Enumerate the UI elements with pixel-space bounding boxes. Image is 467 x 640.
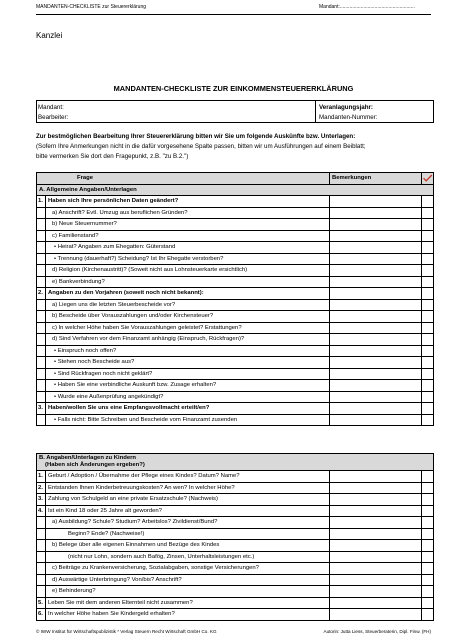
row-question: Geburt / Adoption / Übernahme der Pflege eines Kindes? Datum? Name?	[46, 471, 330, 483]
remarks-cell[interactable]	[330, 207, 422, 219]
row-number	[37, 414, 46, 426]
frage-header: Frage	[37, 173, 330, 185]
checklist-row	[37, 380, 434, 392]
checklist-table-b	[36, 453, 434, 621]
mandant-label: Mandant:	[38, 104, 64, 111]
row-number	[37, 311, 46, 323]
row-number	[37, 586, 46, 598]
remarks-cell[interactable]	[330, 230, 422, 242]
row-question: • Einspruch noch offen?	[46, 345, 330, 357]
remarks-cell[interactable]	[330, 380, 422, 392]
checklist-row	[37, 586, 434, 598]
row-number	[37, 563, 46, 575]
row-number	[37, 253, 46, 265]
section-b-title-line1: B. Angaben/Unterlagen zu Kindern	[39, 455, 136, 461]
row-question: d) Auswärtige Unterbringung? Von/bis? Anschrift?	[46, 574, 330, 586]
row-question: d) Sind Verfahren vor dem Finanzamt anhängig (Einspruch, Rückfragen)?	[46, 334, 330, 346]
intro-note-line1: (Sofern Ihre Anmerkungen nicht in die dafür vorgesehene Spalte passen, bitten wir um Ausführungen auf einem Beiblatt;	[36, 143, 366, 150]
row-question: Angaben zu den Vorjahren (soweit noch nicht bekannt):	[46, 288, 330, 300]
row-question: Entstanden Ihnen Kinderbetreuungskosten? An wen? In welcher Höhe?	[46, 482, 330, 494]
checklist-row	[37, 414, 434, 426]
bemerkungen-header: Bemerkungen	[330, 173, 422, 185]
check-cell[interactable]	[421, 528, 433, 540]
row-question: Leben Sie mit dem anderen Elternteil nicht zusammen?	[46, 597, 330, 609]
checklist-row	[37, 494, 434, 506]
check-cell[interactable]	[422, 299, 434, 311]
row-question: • Heirat? Angaben zum Ehegatten: Güterstand	[46, 242, 330, 254]
row-question: In welcher Höhe haben Sie Kindergeld erhalten?	[46, 609, 330, 621]
row-number: 4.	[37, 505, 46, 517]
row-number	[37, 574, 46, 586]
check-cell[interactable]	[421, 609, 433, 621]
row-number	[37, 265, 46, 277]
checklist-row	[37, 207, 434, 219]
remarks-cell[interactable]	[329, 494, 421, 506]
check-cell[interactable]	[422, 207, 434, 219]
checklist-row	[37, 196, 434, 208]
remarks-cell[interactable]	[329, 597, 421, 609]
checklist-row	[37, 551, 434, 563]
veranlagungsjahr-label: Veranlagungsjahr:	[319, 104, 373, 111]
check-cell[interactable]	[422, 322, 434, 334]
check-cell[interactable]	[421, 471, 433, 483]
checklist-row	[37, 230, 434, 242]
check-cell[interactable]	[422, 368, 434, 380]
row-question: d) Religion (Kirchenaustritt)? (Soweit nicht aus Lohnsteuerkarte ersichtlich)	[46, 265, 330, 277]
row-number	[37, 276, 46, 288]
check-cell[interactable]	[421, 494, 433, 506]
row-number	[37, 322, 46, 334]
table-header-row	[37, 173, 434, 185]
remarks-cell[interactable]	[330, 299, 422, 311]
remarks-cell[interactable]	[330, 311, 422, 323]
checklist-row	[37, 334, 434, 346]
row-question: Zahlung von Schulgeld an eine private Ersatzschule? (Nachweis)	[46, 494, 330, 506]
section-b-row	[37, 454, 434, 471]
check-cell[interactable]	[422, 391, 434, 403]
remarks-cell[interactable]	[330, 391, 422, 403]
header-rule	[36, 14, 431, 15]
remarks-cell[interactable]	[330, 414, 422, 426]
row-number: 3.	[37, 494, 46, 506]
row-number	[37, 540, 46, 552]
row-number	[37, 391, 46, 403]
checklist-row	[37, 574, 434, 586]
row-question: Beginn? Ende? (Nachweise!)	[46, 528, 330, 540]
kanzlei-label: Kanzlei	[36, 31, 63, 40]
row-number	[37, 242, 46, 254]
row-question: • Wurde eine Außenprüfung angekündigt?	[46, 391, 330, 403]
check-cell[interactable]	[421, 505, 433, 517]
row-question: a) Anschrift? Evtl. Umzug aus beruflichen Gründen?	[46, 207, 330, 219]
checklist-row	[37, 517, 434, 529]
remarks-cell[interactable]	[329, 609, 421, 621]
checklist-row	[37, 299, 434, 311]
row-number: 5.	[37, 597, 46, 609]
checkmark-header	[422, 173, 434, 185]
checklist-row	[37, 471, 434, 483]
remarks-cell[interactable]	[330, 403, 422, 415]
row-number: 1.	[37, 196, 46, 208]
remarks-cell[interactable]	[329, 505, 421, 517]
checklist-row	[37, 609, 434, 621]
remarks-cell[interactable]	[330, 334, 422, 346]
intro-heading: Zur bestmöglichen Bearbeitung Ihrer Steuererklärung bitten wir Sie um folgende Auskünfte bzw. Unterlagen:	[36, 133, 356, 140]
section-a-row	[37, 184, 434, 196]
remarks-cell[interactable]	[330, 357, 422, 369]
row-number: 2.	[37, 482, 46, 494]
check-cell[interactable]	[421, 517, 433, 529]
row-number	[37, 528, 46, 540]
page-title: MANDANTEN-CHECKLISTE ZUR EINKOMMENSTEUERERKLÄRUNG	[113, 84, 354, 93]
checklist-row	[37, 505, 434, 517]
mandant-box-divider	[315, 100, 316, 122]
check-cell[interactable]	[422, 265, 434, 277]
row-question: b) Belege über alle eigenen Einnahmen und Bezüge des Kindes	[46, 540, 330, 552]
row-number	[37, 345, 46, 357]
checklist-row	[37, 219, 434, 231]
remarks-cell[interactable]	[330, 368, 422, 380]
mandanten-nummer-label: Mandanten-Nummer:	[319, 114, 378, 121]
row-question: (nicht nur Lohn, sondern auch Bafög, Zinsen, Unterhaltsleistungen etc.)	[46, 551, 330, 563]
checklist-row	[37, 322, 434, 334]
row-number	[37, 299, 46, 311]
intro-note-line2: bitte vermerken Sie dort den Fragepunkt, z.B. "zu B.2.")	[36, 153, 189, 160]
row-question: Haben sich Ihre persönlichen Daten geändert?	[46, 196, 330, 208]
remarks-cell[interactable]	[330, 253, 422, 265]
check-cell[interactable]	[422, 242, 434, 254]
remarks-cell[interactable]	[329, 551, 421, 563]
checklist-row	[37, 253, 434, 265]
check-cell[interactable]	[421, 540, 433, 552]
header-title: MANDANTEN-CHECKLISTE zur Steuererklärung	[36, 4, 147, 10]
checklist-row	[37, 265, 434, 277]
checklist-row	[37, 311, 434, 323]
check-cell[interactable]	[422, 276, 434, 288]
checklist-row	[37, 403, 434, 415]
row-number	[37, 219, 46, 231]
checklist-row	[37, 563, 434, 575]
checklist-row	[37, 391, 434, 403]
check-cell[interactable]	[422, 403, 434, 415]
row-question: b) Neue Steuernummer?	[46, 219, 330, 231]
remarks-cell[interactable]	[330, 265, 422, 277]
checklist-row	[37, 242, 434, 254]
row-question: a) Ausbildung? Schule? Studium? Arbeitslos? Zivildienst/Bund?	[46, 517, 330, 529]
row-question: • Trennung (dauerhaft?) Scheidung? Ist Ihr Ehegatte verstorben?	[46, 253, 330, 265]
remarks-cell[interactable]	[330, 219, 422, 231]
check-cell[interactable]	[421, 551, 433, 563]
remarks-cell[interactable]	[329, 517, 421, 529]
checklist-row	[37, 288, 434, 300]
row-number	[37, 517, 46, 529]
row-number: 1.	[37, 471, 46, 483]
footer-publisher: © IWW Institut für Wirtschaftspublizistik * Verlag Steuern Recht Wirtschaft GmbH Co. KG	[36, 629, 217, 634]
row-number: 2.	[37, 288, 46, 300]
check-cell[interactable]	[422, 288, 434, 300]
row-question: • Sind Rückfragen noch nicht geklärt?	[46, 368, 330, 380]
remarks-cell[interactable]	[329, 574, 421, 586]
remarks-cell[interactable]	[329, 471, 421, 483]
checklist-row	[37, 276, 434, 288]
check-cell[interactable]	[422, 357, 434, 369]
row-question: c) In welcher Höhe haben Sie Vorauszahlungen geleistet? Erstattungen?	[46, 322, 330, 334]
remarks-cell[interactable]	[330, 196, 422, 208]
remarks-cell[interactable]	[329, 540, 421, 552]
row-number	[37, 551, 46, 563]
footer-author: Autorin: Jutta Liess, Steuerberaterin, Dipl. Finw. (FH)	[323, 629, 431, 634]
check-cell[interactable]	[422, 334, 434, 346]
remarks-cell[interactable]	[329, 528, 421, 540]
remarks-cell[interactable]	[330, 276, 422, 288]
checklist-row	[37, 345, 434, 357]
row-number	[37, 207, 46, 219]
row-number	[37, 230, 46, 242]
row-question: a) Liegen uns die letzten Steuerbescheide vor?	[46, 299, 330, 311]
bearbeiter-label: Bearbeiter:	[38, 114, 69, 121]
checklist-row	[37, 482, 434, 494]
row-number: 6.	[37, 609, 46, 621]
row-question: Ist ein Kind 18 oder 25 Jahre alt geworden?	[46, 505, 330, 517]
checklist-row	[37, 368, 434, 380]
row-question: e) Bankverbindung?	[46, 276, 330, 288]
checklist-row	[37, 357, 434, 369]
section-b-title	[37, 454, 434, 471]
section-a-title: A. Allgemeine Angaben/Unterlagen	[37, 184, 434, 196]
remarks-cell[interactable]	[329, 563, 421, 575]
remarks-cell[interactable]	[330, 288, 422, 300]
checklist-row	[37, 597, 434, 609]
row-question: • Falls nicht: Bitte Schreiben und Bescheide vom Finanzamt zusenden	[46, 414, 330, 426]
row-question: • Stehen noch Bescheide aus?	[46, 357, 330, 369]
checklist-row	[37, 528, 434, 540]
remarks-cell[interactable]	[330, 242, 422, 254]
check-cell[interactable]	[421, 597, 433, 609]
row-question: c) Beiträge zu Krankenversicherung, Sozialabgaben, sonstige Versicherungen?	[46, 563, 330, 575]
row-number: 3.	[37, 403, 46, 415]
header-mandant: Mandant:......................................................	[319, 4, 415, 10]
check-cell[interactable]	[421, 563, 433, 575]
check-cell[interactable]	[421, 574, 433, 586]
row-number	[37, 357, 46, 369]
remarks-cell[interactable]	[329, 586, 421, 598]
check-cell[interactable]	[422, 345, 434, 357]
row-question: e) Behinderung?	[46, 586, 330, 598]
checkmark-icon	[422, 174, 433, 182]
check-cell[interactable]	[422, 311, 434, 323]
row-number	[37, 368, 46, 380]
checklist-table-a	[36, 172, 434, 426]
check-cell[interactable]	[422, 414, 434, 426]
row-question: Haben/wollen Sie uns eine Empfangsvollmacht erteilt/en?	[46, 403, 330, 415]
check-cell[interactable]	[421, 482, 433, 494]
remarks-cell[interactable]	[330, 322, 422, 334]
checklist-row	[37, 540, 434, 552]
remarks-cell[interactable]	[329, 482, 421, 494]
row-number	[37, 380, 46, 392]
row-question: b) Bescheide über Vorauszahlungen und/oder Kirchensteuer?	[46, 311, 330, 323]
check-cell[interactable]	[422, 253, 434, 265]
mandant-info-box	[36, 100, 434, 123]
check-cell[interactable]	[422, 230, 434, 242]
check-cell[interactable]	[422, 380, 434, 392]
remarks-cell[interactable]	[330, 345, 422, 357]
check-cell[interactable]	[421, 586, 433, 598]
row-question: c) Familienstand?	[46, 230, 330, 242]
row-number	[37, 334, 46, 346]
section-b-title-line2: (Haben sich Änderungen ergeben?)	[45, 462, 145, 468]
check-cell[interactable]	[422, 219, 434, 231]
row-question: • Haben Sie eine verbindliche Auskunft bzw. Zusage erhalten?	[46, 380, 330, 392]
check-cell[interactable]	[422, 196, 434, 208]
